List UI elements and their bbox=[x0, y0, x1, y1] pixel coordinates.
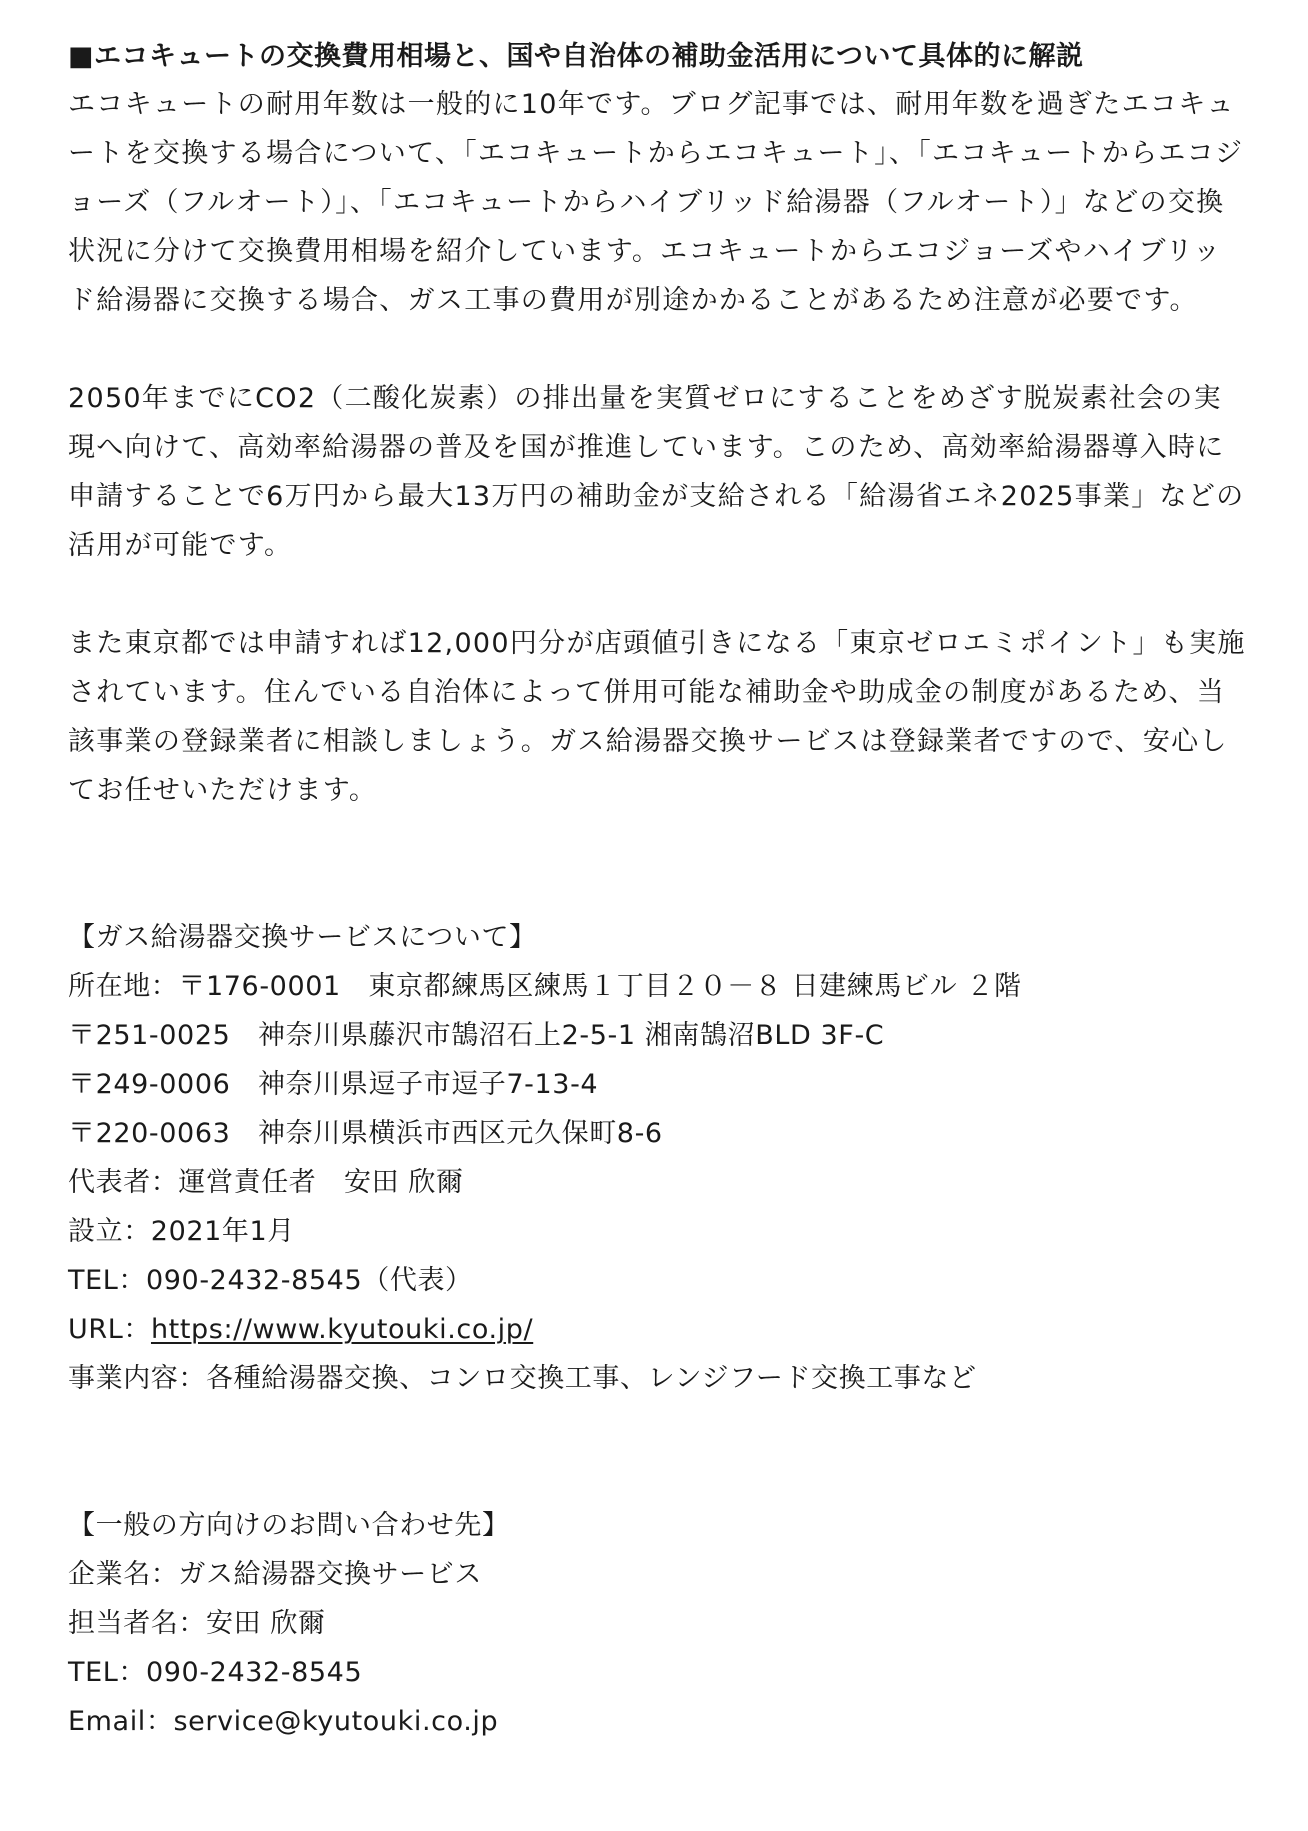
article-paragraph-1: エコキュートの耐用年数は一般的に10年です。ブログ記事では、耐用年数を過ぎたエコキュートを交換する場合について、「エコキュートからエコキュート」、「エコキュートからエコジョーズ（フルオート）」、「エコキュートからハイブリッド給湯器（フルオート）」などの交換状況に分けて交換費用相場を紹介しています。エコキュートからエコジョーズやハイブリッド給湯器に交換する場合、ガス工事の費用が別途かかることがあるため注意が必要です。 bbox=[68, 89, 1244, 316]
contact-email: Email：service@kyutouki.co.jp bbox=[68, 1706, 499, 1737]
company-tel: TEL：090-2432-8545（代表） bbox=[68, 1265, 473, 1296]
article-paragraph-2: 2050年までにCO2（二酸化炭素）の排出量を実質ゼロにすることをめざす脱炭素社会の実現へ向けて、高効率給湯器の普及を国が推進しています。このため、高効率給湯器導入時に申請することで6万円から最大13万円の補助金が支給される「給湯省エネ2025事業」などの活用が可能です。 bbox=[68, 383, 1245, 561]
company-business: 事業内容：各種給湯器交換、コンロ交換工事、レンジフード交換工事など bbox=[68, 1363, 977, 1394]
contact-person: 担当者名：安田 欣爾 bbox=[68, 1608, 326, 1639]
company-url-link[interactable]: https://www.kyutouki.co.jp/ bbox=[150, 1314, 534, 1345]
company-address-2: 〒251-0025 神奈川県藤沢市鵠沼石上2-5-1 湘南鵠沼BLD 3F-C bbox=[68, 1020, 885, 1051]
paragraph-spacer bbox=[68, 325, 1248, 374]
document-page bbox=[68, 34, 1248, 1746]
contact-tel: TEL：090-2432-8545 bbox=[68, 1657, 363, 1688]
article-paragraph-3: また東京都では申請すれば12,000円分が店頭値引きになる「東京ゼロエミポイント」も実施されています。住んでいる自治体によって併用可能な補助金や助成金の制度があるため、当該事業の登録業者に相談しましょう。ガス給湯器交換サービスは登録業者ですので、安心してお任せいただけます。 bbox=[68, 628, 1246, 806]
section-spacer bbox=[68, 1403, 1248, 1501]
company-established: 設立：2021年1月 bbox=[68, 1216, 295, 1247]
company-address-3: 〒249-0006 神奈川県逗子市逗子7-13-4 bbox=[68, 1069, 599, 1100]
company-url-row bbox=[68, 1305, 1248, 1354]
contact-section-title: 【一般の方向けのお問い合わせ先】 bbox=[68, 1510, 510, 1541]
company-address-4: 〒220-0063 神奈川県横浜市西区元久保町8-6 bbox=[68, 1118, 663, 1149]
section-spacer bbox=[68, 815, 1248, 913]
company-section-title: 【ガス給湯器交換サービスについて】 bbox=[68, 922, 537, 953]
company-representative: 代表者：運営責任者 安田 欣爾 bbox=[68, 1167, 464, 1198]
company-info-section bbox=[68, 913, 1248, 1403]
article-heading: ■エコキュートの交換費用相場と、国や自治体の補助金活用について具体的に解説 bbox=[68, 41, 1084, 72]
contact-info-section bbox=[68, 1501, 1248, 1746]
company-url-label: URL： bbox=[68, 1314, 151, 1345]
paragraph-spacer bbox=[68, 570, 1248, 619]
contact-company-name: 企業名：ガス給湯器交換サービス bbox=[68, 1559, 482, 1590]
company-address-main: 所在地：〒176-0001 東京都練馬区練馬１丁目２０－８ 日建練馬ビル ２階 bbox=[68, 971, 1022, 1002]
